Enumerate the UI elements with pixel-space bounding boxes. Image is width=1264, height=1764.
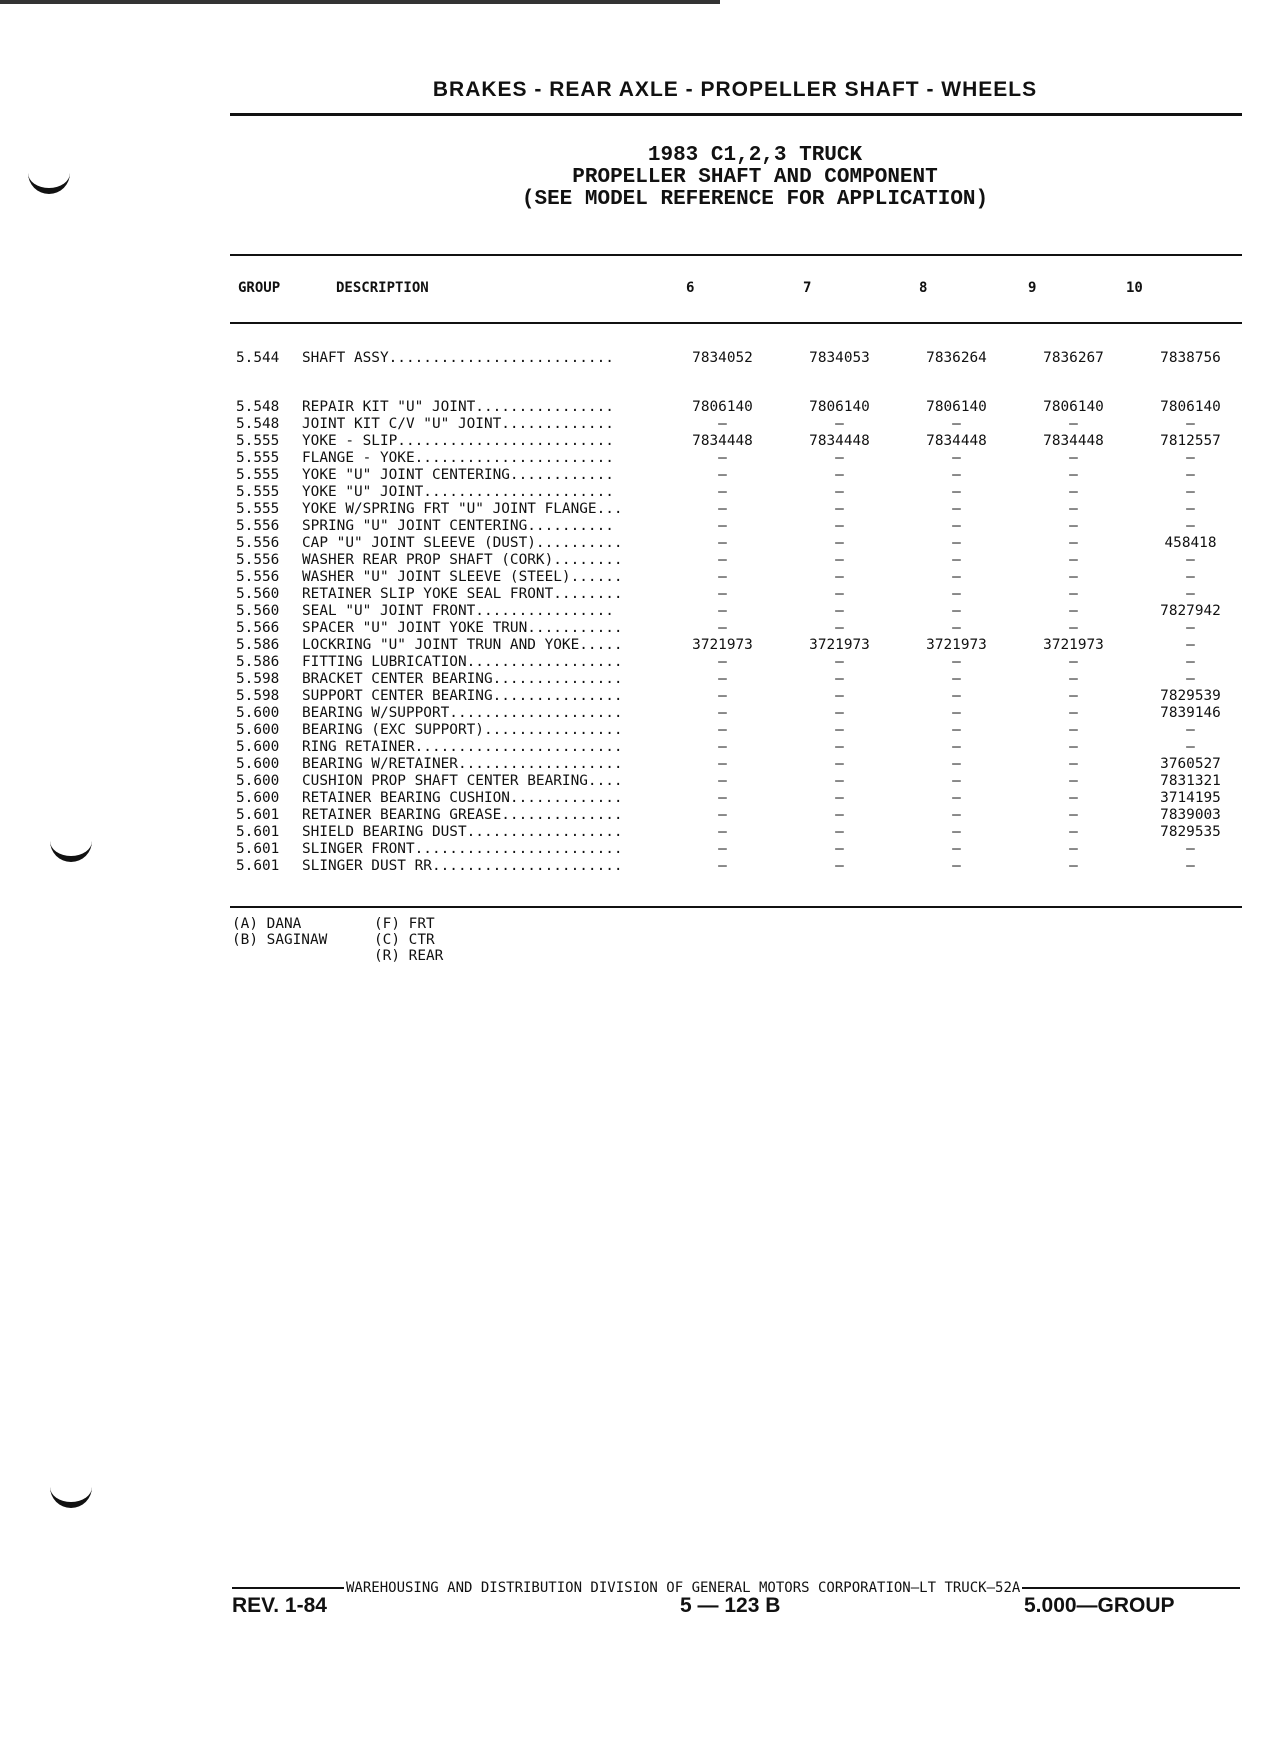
description-cell: SHAFT ASSY.......................... (302, 350, 614, 366)
group-cell: 5.600 (236, 722, 280, 738)
group-cell: 5.556 (236, 552, 280, 568)
part-number-cell: 7806140 (1160, 399, 1221, 415)
table-row (236, 620, 1249, 637)
group-cell: 5.555 (236, 484, 280, 500)
col-header-description: DESCRIPTION (336, 280, 429, 296)
legend-item: (R) REAR (374, 948, 444, 964)
part-number-cell: — (1186, 620, 1195, 636)
group-cell: 5.601 (236, 824, 280, 840)
part-number-cell: — (1186, 450, 1195, 466)
part-number-cell: — (718, 841, 727, 857)
part-number-cell: — (1186, 654, 1195, 670)
part-number-cell: — (718, 824, 727, 840)
subtitle-line-3: (SEE MODEL REFERENCE FOR APPLICATION) (521, 188, 989, 211)
group-cell: 5.566 (236, 620, 280, 636)
part-number-cell: 7834052 (692, 350, 753, 366)
description-cell: JOINT KIT C/V "U" JOINT............. (302, 416, 614, 432)
description-cell: WASHER REAR PROP SHAFT (CORK)........ (302, 552, 623, 568)
part-number-cell: — (835, 518, 844, 534)
footer-dash (1022, 1587, 1240, 1589)
part-number-cell: — (952, 671, 961, 687)
table-row (236, 484, 1249, 501)
part-number-cell: — (718, 620, 727, 636)
part-number-cell: — (952, 790, 961, 806)
description-cell: CAP "U" JOINT SLEEVE (DUST).......... (302, 535, 623, 551)
part-number-cell: — (1186, 416, 1195, 432)
part-number-cell: 7834448 (926, 433, 987, 449)
part-number-cell: — (1186, 722, 1195, 738)
part-number-cell: 3721973 (809, 637, 870, 653)
description-cell: FLANGE - YOKE....................... (302, 450, 614, 466)
description-cell: BEARING W/RETAINER................... (302, 756, 623, 772)
col-header-group: GROUP (238, 280, 281, 296)
part-number-cell: — (952, 841, 961, 857)
part-number-cell: — (835, 858, 844, 874)
part-number-cell: — (1069, 484, 1078, 500)
part-number-cell: — (1069, 467, 1078, 483)
part-number-cell: 7806140 (1043, 399, 1104, 415)
group-cell: 5.548 (236, 399, 280, 415)
table-row (236, 450, 1249, 467)
part-number-cell: — (718, 739, 727, 755)
part-number-cell: — (835, 552, 844, 568)
part-number-cell: 7806140 (809, 399, 870, 415)
part-number-cell: — (835, 705, 844, 721)
part-number-cell: — (1186, 552, 1195, 568)
part-number-cell: 7834448 (809, 433, 870, 449)
part-number-cell: — (718, 518, 727, 534)
part-number-cell: — (1186, 518, 1195, 534)
part-number-cell: — (1186, 586, 1195, 602)
part-number-cell: — (835, 807, 844, 823)
group-cell: 5.555 (236, 450, 280, 466)
table-row (236, 467, 1249, 484)
table-row (236, 552, 1249, 569)
part-number-cell: — (952, 705, 961, 721)
part-number-cell: — (1069, 858, 1078, 874)
row-spacer (236, 367, 1249, 399)
part-number-cell: 3714195 (1160, 790, 1221, 806)
part-number-cell: — (952, 552, 961, 568)
description-cell: CUSHION PROP SHAFT CENTER BEARING.... (302, 773, 623, 789)
part-number-cell: — (835, 484, 844, 500)
part-number-cell: — (952, 722, 961, 738)
part-number-cell: — (718, 654, 727, 670)
table-row (236, 535, 1249, 552)
part-number-cell: — (835, 739, 844, 755)
footer-publisher: WAREHOUSING AND DISTRIBUTION DIVISION OF GENERAL MOTORS CORPORATION—LT TRUCK—52A (346, 1580, 1021, 1596)
part-number-cell: — (718, 569, 727, 585)
part-number-cell: 458418 (1164, 535, 1217, 551)
part-number-cell: 3721973 (926, 637, 987, 653)
col-header-9: 9 (1028, 280, 1037, 296)
part-number-cell: — (952, 450, 961, 466)
part-number-cell: — (835, 569, 844, 585)
part-number-cell: 7812557 (1160, 433, 1221, 449)
description-cell: YOKE W/SPRING FRT "U" JOINT FLANGE... (302, 501, 623, 517)
group-cell: 5.556 (236, 569, 280, 585)
part-number-cell: — (718, 501, 727, 517)
part-number-cell: 7806140 (926, 399, 987, 415)
description-cell: RETAINER SLIP YOKE SEAL FRONT........ (302, 586, 623, 602)
part-number-cell: — (952, 858, 961, 874)
description-cell: RING RETAINER........................ (302, 739, 623, 755)
part-number-cell: — (1069, 518, 1078, 534)
part-number-cell: — (718, 484, 727, 500)
part-number-cell: — (1069, 620, 1078, 636)
description-cell: SEAL "U" JOINT FRONT................ (302, 603, 614, 619)
table-row (236, 518, 1249, 535)
part-number-cell: — (835, 773, 844, 789)
part-number-cell: 7838756 (1160, 350, 1221, 366)
part-number-cell: — (718, 705, 727, 721)
part-number-cell: 7829535 (1160, 824, 1221, 840)
part-number-cell: — (1069, 654, 1078, 670)
part-number-cell: — (1186, 671, 1195, 687)
table-row (236, 350, 1249, 367)
description-cell: BRACKET CENTER BEARING............... (302, 671, 623, 687)
subtitle-line-1: 1983 C1,2,3 TRUCK (647, 144, 863, 167)
part-number-cell: 7827942 (1160, 603, 1221, 619)
part-number-cell: 3760527 (1160, 756, 1221, 772)
group-cell: 5.598 (236, 671, 280, 687)
group-cell: 5.600 (236, 705, 280, 721)
table-row (236, 705, 1249, 722)
table-row (236, 773, 1249, 790)
part-number-cell: — (952, 518, 961, 534)
group-cell: 5.544 (236, 350, 280, 366)
description-cell: BEARING W/SUPPORT.................... (302, 705, 623, 721)
col-header-6: 6 (686, 280, 695, 296)
table-row (236, 824, 1249, 841)
group-cell: 5.586 (236, 637, 280, 653)
page-subtitle (430, 145, 1080, 211)
table-top-rule (230, 254, 1242, 256)
part-number-cell: 7834053 (809, 350, 870, 366)
part-number-cell: — (952, 603, 961, 619)
part-number-cell: 7829539 (1160, 688, 1221, 704)
subtitle-line-2: PROPELLER SHAFT AND COMPONENT (572, 166, 938, 189)
footer-page-number: 5 — 123 B (680, 1594, 781, 1617)
section-title: BRAKES - REAR AXLE - PROPELLER SHAFT - WHEELS (432, 78, 1038, 101)
part-number-cell: — (1069, 841, 1078, 857)
part-number-cell: — (1069, 688, 1078, 704)
part-number-cell: — (718, 450, 727, 466)
part-number-cell: 7834448 (692, 433, 753, 449)
table-row (236, 569, 1249, 586)
part-number-cell: — (952, 535, 961, 551)
part-number-cell: — (835, 586, 844, 602)
binder-hole-mark (28, 166, 70, 194)
scan-edge-mark (0, 0, 720, 4)
part-number-cell: — (1186, 569, 1195, 585)
legend-left (232, 916, 327, 948)
part-number-cell: — (1069, 756, 1078, 772)
description-cell: YOKE "U" JOINT...................... (302, 484, 614, 500)
part-number-cell: — (835, 416, 844, 432)
footer-revision: REV. 1-84 (232, 1594, 327, 1617)
group-cell: 5.555 (236, 433, 280, 449)
part-number-cell: — (718, 858, 727, 874)
description-cell: FITTING LUBRICATION.................. (302, 654, 623, 670)
legend-item: (A) DANA (232, 916, 302, 932)
legend-right (374, 916, 443, 964)
description-cell: WASHER "U" JOINT SLEEVE (STEEL)...... (302, 569, 623, 585)
group-cell: 5.601 (236, 858, 280, 874)
group-cell: 5.600 (236, 773, 280, 789)
part-number-cell: — (1069, 773, 1078, 789)
part-number-cell: — (718, 552, 727, 568)
part-number-cell: 7806140 (692, 399, 753, 415)
part-number-cell: — (1069, 739, 1078, 755)
part-number-cell: 7839146 (1160, 705, 1221, 721)
part-number-cell: — (718, 688, 727, 704)
part-number-cell: — (952, 501, 961, 517)
part-number-cell: — (1069, 603, 1078, 619)
part-number-cell: — (835, 501, 844, 517)
footer-dash (232, 1587, 344, 1589)
part-number-cell: — (1186, 637, 1195, 653)
part-number-cell: — (952, 654, 961, 670)
table-row (236, 433, 1249, 450)
description-cell: SLINGER FRONT........................ (302, 841, 623, 857)
part-number-cell: — (952, 467, 961, 483)
part-number-cell: — (952, 586, 961, 602)
part-number-cell: — (1186, 501, 1195, 517)
part-number-cell: — (1069, 416, 1078, 432)
table-bottom-rule (230, 906, 1242, 908)
group-cell: 5.600 (236, 756, 280, 772)
part-number-cell: 3721973 (1043, 637, 1104, 653)
legend-item: (B) SAGINAW (232, 932, 328, 948)
part-number-cell: 7839003 (1160, 807, 1221, 823)
part-number-cell: — (1186, 484, 1195, 500)
table-row (236, 586, 1249, 603)
group-cell: 5.601 (236, 807, 280, 823)
part-number-cell: — (718, 671, 727, 687)
part-number-cell: 7834448 (1043, 433, 1104, 449)
description-cell: YOKE - SLIP......................... (302, 433, 614, 449)
description-cell: SLINGER DUST RR...................... (302, 858, 623, 874)
part-number-cell: — (835, 654, 844, 670)
part-number-cell: — (1069, 671, 1078, 687)
part-number-cell: 7831321 (1160, 773, 1221, 789)
part-number-cell: — (835, 790, 844, 806)
group-cell: 5.548 (236, 416, 280, 432)
part-number-cell: — (718, 416, 727, 432)
part-number-cell: — (952, 484, 961, 500)
part-number-cell: — (835, 824, 844, 840)
part-number-cell: — (1069, 807, 1078, 823)
footer-group: 5.000—GROUP (1024, 1594, 1175, 1617)
binder-hole-mark (50, 1480, 92, 1508)
part-number-cell: — (952, 824, 961, 840)
table-row (236, 416, 1249, 433)
part-number-cell: 7836264 (926, 350, 987, 366)
col-header-7: 7 (803, 280, 812, 296)
table-row (236, 501, 1249, 518)
parts-table (236, 350, 1249, 875)
part-number-cell: — (952, 688, 961, 704)
group-cell: 5.600 (236, 790, 280, 806)
part-number-cell: — (835, 450, 844, 466)
part-number-cell: — (952, 569, 961, 585)
description-cell: SHIELD BEARING DUST.................. (302, 824, 623, 840)
group-cell: 5.556 (236, 518, 280, 534)
table-row (236, 756, 1249, 773)
group-cell: 5.598 (236, 688, 280, 704)
table-row (236, 739, 1249, 756)
group-cell: 5.556 (236, 535, 280, 551)
part-number-cell: — (1069, 501, 1078, 517)
table-row (236, 399, 1249, 416)
part-number-cell: — (718, 790, 727, 806)
col-header-10: 10 (1126, 280, 1143, 296)
table-row (236, 790, 1249, 807)
part-number-cell: — (718, 756, 727, 772)
part-number-cell: — (952, 807, 961, 823)
description-cell: SPACER "U" JOINT YOKE TRUN........... (302, 620, 623, 636)
part-number-cell: — (1186, 739, 1195, 755)
table-row (236, 688, 1249, 705)
part-number-cell: — (952, 739, 961, 755)
description-cell: LOCKRING "U" JOINT TRUN AND YOKE..... (302, 637, 623, 653)
part-number-cell: — (952, 756, 961, 772)
part-number-cell: — (718, 603, 727, 619)
part-number-cell: — (835, 756, 844, 772)
table-row (236, 654, 1249, 671)
table-row (236, 807, 1249, 824)
part-number-cell: — (1069, 824, 1078, 840)
part-number-cell: — (835, 671, 844, 687)
group-cell: 5.560 (236, 586, 280, 602)
part-number-cell: — (1069, 790, 1078, 806)
table-row (236, 637, 1249, 654)
group-cell: 5.555 (236, 501, 280, 517)
part-number-cell: — (718, 586, 727, 602)
part-number-cell: — (1069, 722, 1078, 738)
legend-item: (C) CTR (374, 932, 435, 948)
col-header-8: 8 (919, 280, 928, 296)
part-number-cell: — (718, 722, 727, 738)
part-number-cell: — (1069, 569, 1078, 585)
header-rule (230, 113, 1242, 116)
description-cell: YOKE "U" JOINT CENTERING............ (302, 467, 614, 483)
description-cell: SPRING "U" JOINT CENTERING.......... (302, 518, 614, 534)
description-cell: RETAINER BEARING GREASE.............. (302, 807, 623, 823)
part-number-cell: — (835, 688, 844, 704)
part-number-cell: — (1069, 705, 1078, 721)
part-number-cell: — (1069, 535, 1078, 551)
part-number-cell: — (835, 620, 844, 636)
part-number-cell: — (1069, 586, 1078, 602)
part-number-cell: — (1186, 858, 1195, 874)
description-cell: REPAIR KIT "U" JOINT................ (302, 399, 614, 415)
part-number-cell: — (835, 535, 844, 551)
part-number-cell: — (952, 416, 961, 432)
table-row (236, 722, 1249, 739)
table-row (236, 858, 1249, 875)
legend-item: (F) FRT (374, 916, 435, 932)
table-row (236, 841, 1249, 858)
part-number-cell: — (952, 773, 961, 789)
part-number-cell: — (835, 841, 844, 857)
part-number-cell: — (718, 807, 727, 823)
header-bottom-rule (230, 322, 1242, 324)
description-cell: SUPPORT CENTER BEARING............... (302, 688, 623, 704)
group-cell: 5.586 (236, 654, 280, 670)
description-cell: BEARING (EXC SUPPORT)................ (302, 722, 623, 738)
group-cell: 5.601 (236, 841, 280, 857)
description-cell: RETAINER BEARING CUSHION............. (302, 790, 623, 806)
group-cell: 5.555 (236, 467, 280, 483)
part-number-cell: — (835, 467, 844, 483)
binder-hole-mark (50, 834, 92, 862)
part-number-cell: 3721973 (692, 637, 753, 653)
part-number-cell: — (835, 603, 844, 619)
part-number-cell: — (1069, 450, 1078, 466)
part-number-cell: 7836267 (1043, 350, 1104, 366)
part-number-cell: — (835, 722, 844, 738)
part-number-cell: — (1186, 841, 1195, 857)
table-row (236, 671, 1249, 688)
part-number-cell: — (718, 467, 727, 483)
part-number-cell: — (1069, 552, 1078, 568)
group-cell: 5.600 (236, 739, 280, 755)
part-number-cell: — (718, 535, 727, 551)
group-cell: 5.560 (236, 603, 280, 619)
part-number-cell: — (718, 773, 727, 789)
part-number-cell: — (1186, 467, 1195, 483)
table-row (236, 603, 1249, 620)
part-number-cell: — (952, 620, 961, 636)
